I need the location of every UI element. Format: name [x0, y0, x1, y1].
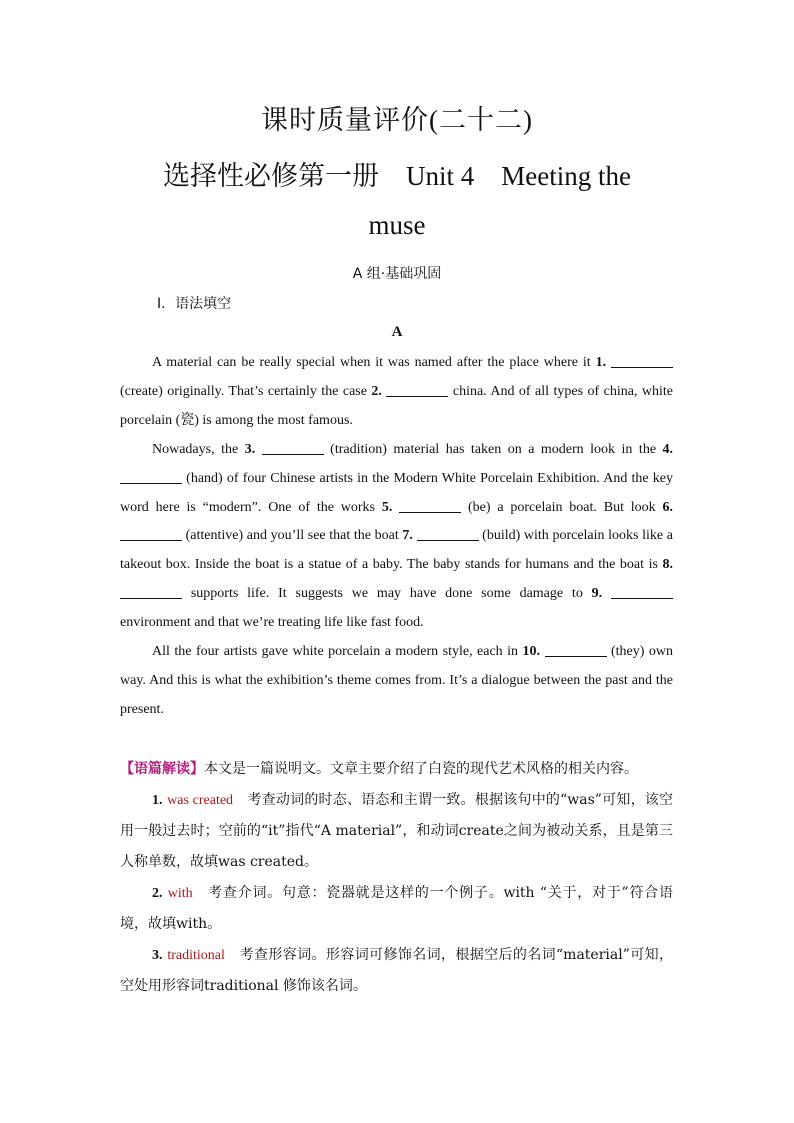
item-answer: was created	[167, 793, 234, 808]
blank-number: 6.	[662, 499, 673, 515]
item-answer: traditional	[167, 948, 225, 963]
passage-text: A material can be really special when it was named after the place where it	[152, 355, 596, 370]
passage-text: All the four artists gave white porcelain a modern style, each in	[152, 644, 523, 660]
answer-blank[interactable]	[417, 526, 479, 541]
item-explanation: 考查介词。句意：瓷器就是这样的一个例子。with “关于，对于”符合语境，故填with。	[120, 885, 673, 932]
analysis-tag: 【语篇解读】	[120, 761, 204, 777]
blank-number: 10.	[522, 644, 541, 660]
passage-text: (hand) of four Chinese artists in the Modern White Porcelain Exhibition. And the key word here is “modern”. One of the works	[120, 470, 673, 515]
answer-blank[interactable]	[120, 526, 182, 541]
passage-text: environment and that we’re treating life like fast food.	[120, 615, 424, 631]
blank-number: 7.	[402, 528, 413, 544]
passage-paragraph-3	[120, 638, 673, 725]
answer-blank[interactable]	[386, 382, 448, 397]
page-subtitle: 选择性必修第一册 Unit 4 Meeting the	[163, 161, 631, 191]
answer-analysis	[120, 754, 673, 1002]
passage-text: (attentive) and you’ll see that the boat	[182, 528, 403, 544]
item-number: 2.	[152, 886, 163, 901]
answer-blank[interactable]	[120, 469, 182, 484]
answer-blank[interactable]	[611, 353, 673, 368]
passage-text: (tradition) material has taken on a modern look in the	[323, 441, 663, 457]
passage-text: (be) a porcelain boat. But look	[461, 499, 663, 515]
passage-text: (create) originally. That’s certainly the case	[120, 383, 372, 399]
answer-blank[interactable]	[120, 584, 182, 599]
passage-paragraph-2	[120, 436, 673, 638]
answer-blank[interactable]	[545, 642, 607, 657]
blank-number: 4.	[662, 441, 674, 457]
item-answer: with	[167, 886, 193, 901]
answer-blank[interactable]	[399, 498, 461, 513]
analysis-item-2	[120, 878, 673, 940]
passage-text: (they) own way. And this is what the exhibition’s theme comes from. It’s a dialogue between the past and the present.	[120, 644, 674, 717]
item-number: 1.	[152, 793, 163, 808]
section-heading: Ⅰ．语法填空	[157, 296, 232, 312]
analysis-item-3	[120, 940, 673, 1002]
page-subtitle-continued: muse	[368, 210, 426, 240]
passage	[120, 349, 673, 725]
passage-text: Nowadays, the	[152, 441, 245, 457]
item-explanation: 考查形容词。形容词可修饰名词，根据空后的名词“material”可知，空处用形容词traditional 修饰该名词。	[120, 947, 674, 994]
blank-number: 2.	[371, 383, 382, 399]
answer-blank[interactable]	[262, 440, 324, 455]
part-heading: A	[391, 324, 403, 340]
page-title: 课时质量评价(二十二)	[261, 105, 533, 135]
analysis-intro	[120, 754, 673, 785]
passage-text: (build) with porcelain looks like a takeout box. Inside the boat is a statue of a baby. The baby stands for humans and the boat is	[120, 528, 673, 573]
blank-number: 9.	[591, 586, 603, 602]
passage-text: supports life. It suggests we may have done some damage to	[182, 586, 592, 602]
passage-paragraph-1	[120, 349, 673, 436]
group-heading: A 组·基础巩固	[352, 266, 442, 282]
blank-number: 5.	[381, 499, 393, 515]
blank-number: 3.	[244, 441, 256, 457]
answer-blank[interactable]	[611, 584, 673, 599]
item-explanation: 考查动词的时态、语态和主谓一致。根据该句中的“was”可知，该空用一般过去时；空前的“it”指代“A material”，和动词create之间为被动关系，且是第三人称单数，故填was created。	[120, 792, 673, 870]
item-number: 3.	[152, 948, 163, 963]
blank-number: 8.	[662, 557, 673, 573]
passage-text: china. And of all types of china, white porcelain (瓷) is among the most famous.	[120, 383, 674, 428]
analysis-item-1	[120, 785, 673, 878]
analysis-intro-text: 本文是一篇说明文。文章主要介绍了白瓷的现代艺术风格的相关内容。	[204, 761, 638, 777]
blank-number: 1.	[595, 355, 607, 370]
